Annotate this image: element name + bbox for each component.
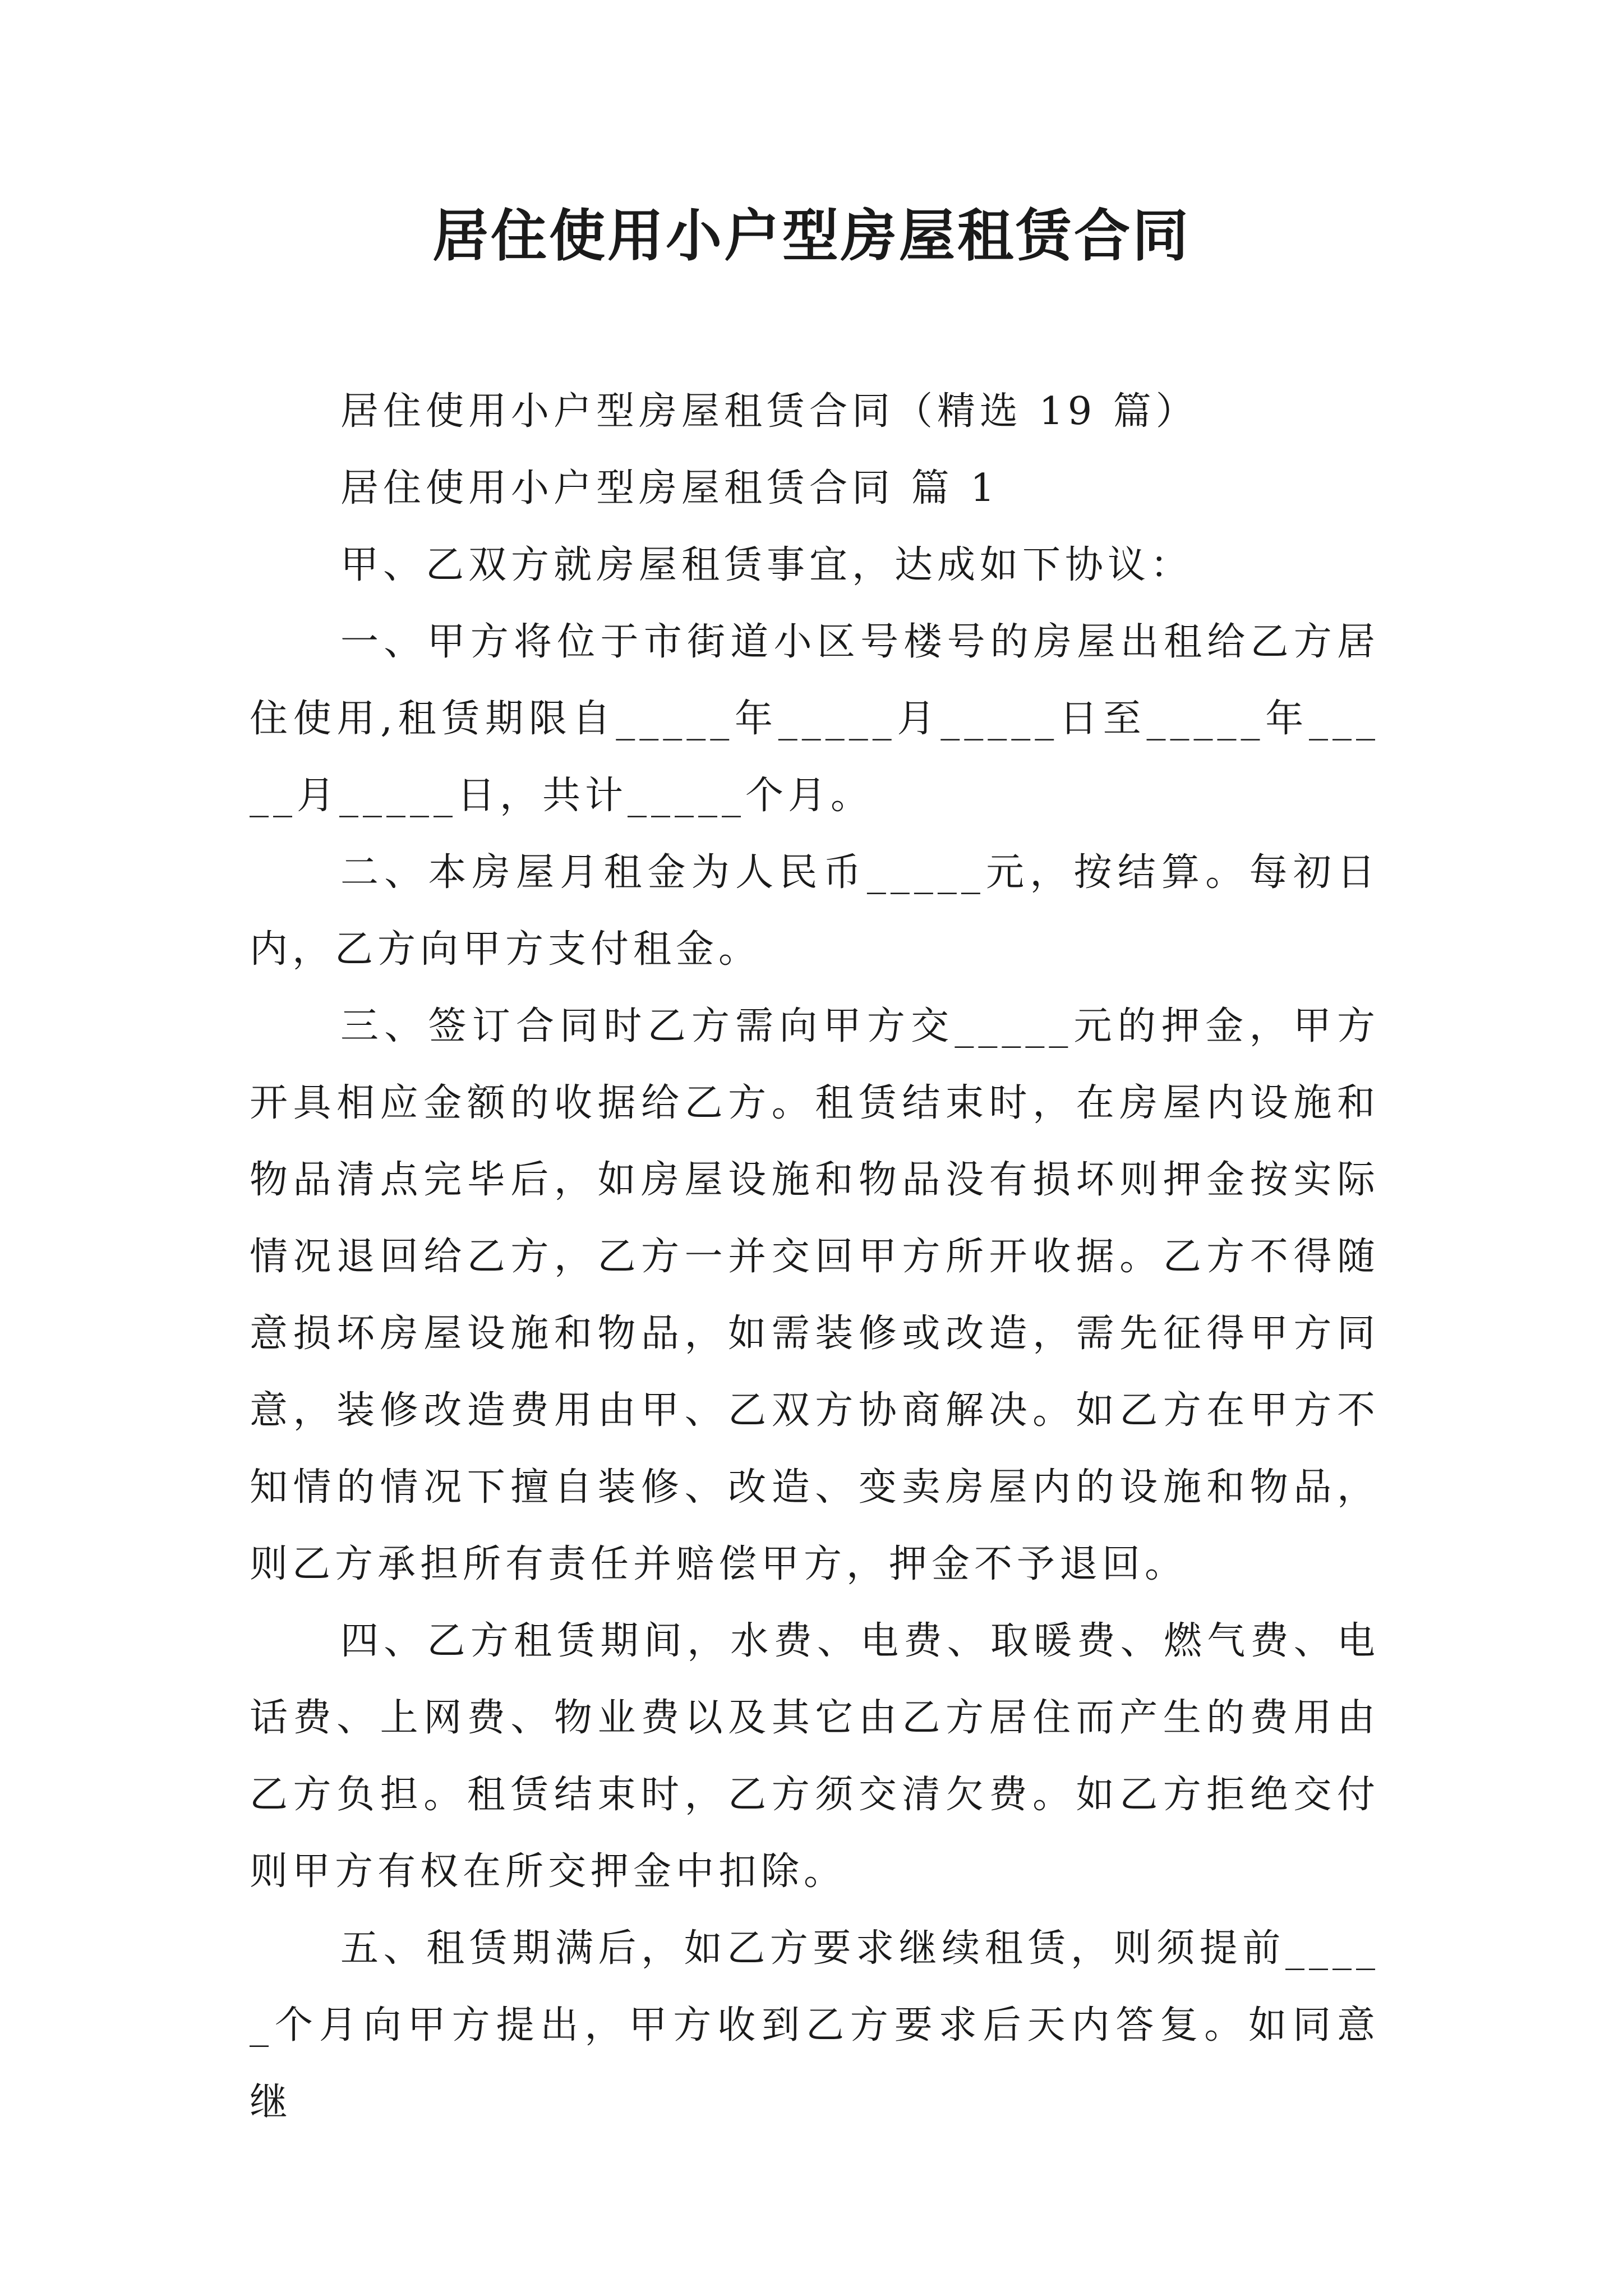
clause-4: 四、乙方租赁期间，水费、电费、取暖费、燃气费、电话费、上网费、物业费以及其它由乙方居住而产生的费用由乙方负担。租赁结束时，乙方须交清欠费。如乙方拒绝交付则甲方有权在所交押金中扣除。 (250, 1619, 1380, 1894)
section-heading: 居住使用小户型房屋租赁合同 篇 1 (340, 466, 999, 510)
clause-1: 一、甲方将位于市街道小区号楼号的房屋出租给乙方居住使用,租赁期限自_____年_____月_____日至_____年_____月_____日，共计_____个月。 (250, 620, 1380, 818)
document-title: 居住使用小户型房屋租赁合同 (432, 203, 1191, 269)
clause-5: 五、租赁期满后，如乙方要求继续租赁，则须提前_____个月向甲方提出，甲方收到乙方要求后天内答复。如同意继 (250, 1926, 1380, 2124)
clause-2: 二、本房屋月租金为人民币_____元，按结算。每初日内，乙方向甲方支付租金。 (250, 850, 1380, 972)
clause-3: 三、签订合同时乙方需向甲方交_____元的押金，甲方开具相应金额的收据给乙方。租赁结束时，在房屋内设施和物品清点完毕后，如房屋设施和物品没有损坏则押金按实际情况退回给乙方，乙方一并交回甲方所开收据。乙方不得随意损坏房屋设施和物品，如需装修或改造，需先征得甲方同意，装修改造费用由甲、乙双方协商解决。如乙方在甲方不知情的情况下擅自装修、改造、变卖房屋内的设施和物品，则乙方承担所有责任并赔偿甲方，押金不予退回。 (250, 1004, 1380, 1586)
intro-paragraph: 甲、乙双方就房屋租赁事宜，达成如下协议： (340, 543, 1193, 587)
subtitle-line: 居住使用小户型房屋租赁合同（精选 19 篇） (340, 389, 1198, 434)
document-body (250, 373, 1380, 2141)
